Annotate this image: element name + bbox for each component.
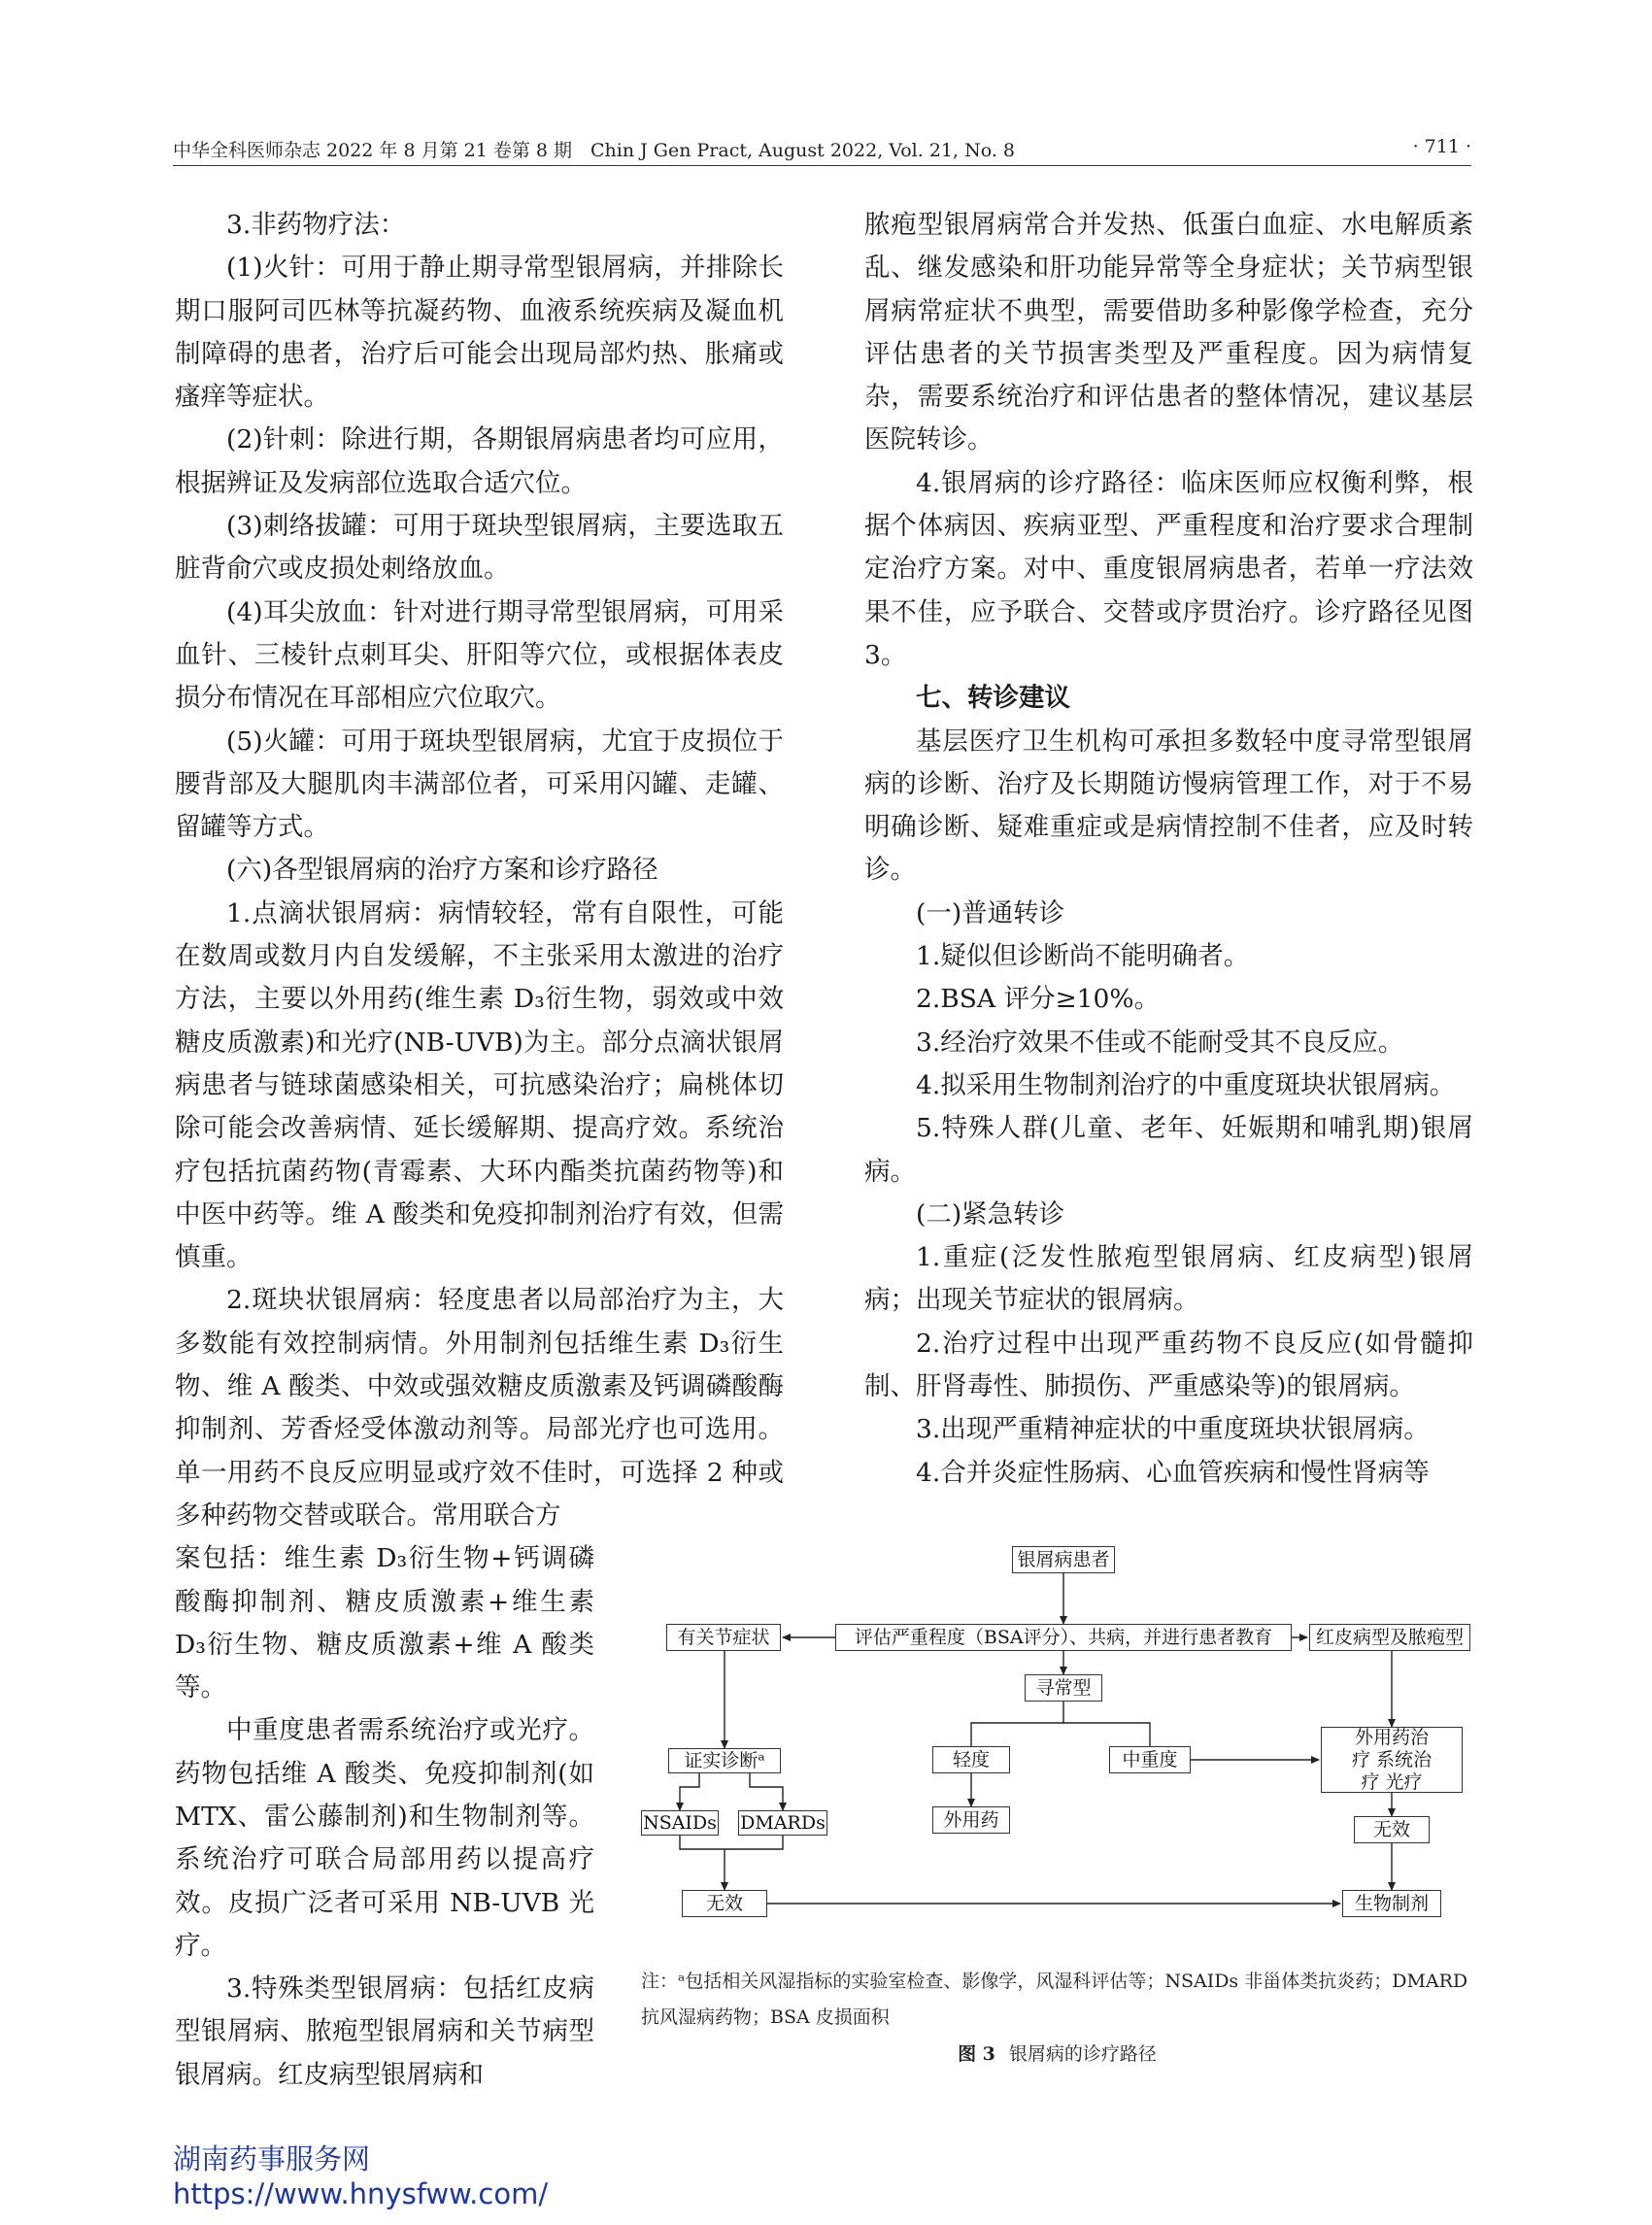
node-ineffective-right: 无效 [1354, 1816, 1430, 1843]
paragraph: 基层医疗卫生机构可承担多数轻中度寻常型银屑病的诊断、治疗及长期随访慢病管理工作，对于不易明确诊断、疑难重症或是病情控制不佳者，应及时转诊。 [864, 725, 1473, 886]
figure-label: 图 3 [958, 2043, 995, 2065]
node-combined-therapy: 外用药治疗 系统治疗 光疗 [1321, 1727, 1463, 1793]
list-item: 3.出现严重精神症状的中重度斑块状银屑病。 [916, 1414, 1430, 1445]
paragraph: (2)针刺：除进行期，各期银屑病患者均可应用，根据辨证及发病部位选取合适穴位。 [175, 424, 784, 498]
subsection-heading: (二)紧急转诊 [916, 1198, 1065, 1230]
node-topical: 外用药 [932, 1806, 1010, 1834]
connector-dmards [725, 1836, 783, 1849]
flowchart-figure [641, 1542, 1473, 2065]
node-joint-symptoms: 有关节症状 [666, 1624, 781, 1651]
node-vulgaris: 寻常型 [1025, 1674, 1102, 1702]
list-item: 4.拟采用生物制剂治疗的中重度斑块状银屑病。 [916, 1069, 1456, 1100]
arrow-vulgaris-mild [971, 1702, 1063, 1746]
node-confirm-diagnosis: 证实诊断ᵃ [668, 1748, 781, 1773]
node-erythrodermic-pustular: 红皮病型及脓疱型 [1309, 1624, 1470, 1651]
paragraph: (1)火针：可用于静止期寻常型银屑病，并排除长期口服阿司匹林等抗凝药物、血液系统疾病及凝血机制障碍的患者，治疗后可能会出现局部灼热、胀痛或瘙痒等症状。 [175, 253, 784, 413]
figure-caption [641, 2040, 1473, 2066]
watermark [173, 2141, 548, 2211]
paragraph: (4)耳尖放血：针对进行期寻常型银屑病，可用采血针、三棱针点刺耳尖、肝阳等穴位，或根据体表皮损分布情况在耳部相应穴位取穴。 [175, 596, 784, 714]
paragraph: 3.特殊类型银屑病：包括红皮病型银屑病、脓疱型银屑病和关节病型银屑病。红皮病型银屑病和 [175, 1973, 594, 2090]
watermark-name: 湖南药事服务网 [173, 2142, 371, 2175]
figure-note: 注：ᵃ包括相关风湿指标的实验室检查、影像学，风湿科评估等；NSAIDs 非甾体类抗炎药；DMARD 抗风湿病药物；BSA 皮损面积 [641, 1971, 1468, 2028]
node-assess: 评估严重程度（BSA评分）、共病，并进行患者教育 [835, 1624, 1292, 1651]
node-mild: 轻度 [932, 1746, 1010, 1773]
paragraph: 4.银屑病的诊疗路径：临床医师应权衡利弊，根据个体病因、疾病亚型、严重程度和治疗要求合理制定治疗方案。对中、重度银屑病患者，若单一疗法效果不佳，应予联合、交替或序贯治疗。诊疗路径见图 3。 [864, 467, 1473, 670]
subsection-heading: (六)各型银屑病的治疗方案和诊疗路径 [226, 855, 658, 886]
page-number: · 711 · [1412, 136, 1471, 157]
paragraph: (3)刺络拔罐：可用于斑块型银屑病，主要选取五脏背俞穴或皮损处刺络放血。 [175, 511, 784, 585]
list-item: 2.BSA 评分≥10%。 [916, 984, 1161, 1015]
right-column [864, 204, 1473, 1495]
paragraph-continued: 脓疱型银屑病常合并发热、低蛋白血症、水电解质紊乱、继发感染和肝功能异常等全身症状；关节病型银屑病常症状不典型，需要借助多种影像学检查，充分评估患者的关节损害类型及严重程度。因为病情复杂，需要系统治疗和评估患者的整体情况，建议基层医院转诊。 [864, 210, 1473, 455]
watermark-url[interactable]: https://www.hnysfww.com/ [173, 2177, 549, 2210]
list-item: 1.重症(泛发性脓疱型银屑病、红皮病型)银屑病；出现关节症状的银屑病。 [864, 1242, 1473, 1316]
header-rule [173, 165, 1471, 166]
paragraph: 中重度患者需系统治疗或光疗。药物包括维 A 酸类、免疫抑制剂(如 MTX、雷公藤制剂)和生物制剂等。系统治疗可联合局部用药以提高疗效。皮损广泛者可采用 NB-UVB 光疗。 [175, 1715, 594, 1961]
list-item: 5.特殊人群(儿童、老年、妊娠期和哺乳期)银屑病。 [864, 1113, 1473, 1187]
node-nsaids: NSAIDs [641, 1810, 719, 1836]
paragraph-continued: 案包括：维生素 D₃衍生物+钙调磷酸酶抑制剂、糖皮质激素+维生素 D₃衍生物、糖皮质激素+维 A 酸类等。 [175, 1543, 594, 1703]
node-biologics: 生物制剂 [1342, 1890, 1441, 1917]
arrow-confirm-nsaids [680, 1773, 699, 1810]
figure-title: 银屑病的诊疗路径 [1008, 2043, 1157, 2065]
paragraph: (5)火罐：可用于斑块型银屑病，尤宜于皮损位于腰背部及大腿肌肉丰满部位者，可采用闪罐、走罐、留罐等方式。 [175, 725, 784, 843]
node-patient: 银屑病患者 [1012, 1546, 1115, 1573]
connector-nsaids [680, 1836, 725, 1849]
section-heading: 七、转诊建议 [916, 683, 1070, 714]
subsection-heading: (一)普通转诊 [916, 897, 1065, 928]
arrow-confirm-dmards [750, 1773, 783, 1810]
arrow-vulgaris-modsev [1063, 1723, 1150, 1746]
list-item: 2.治疗过程中出现严重药物不良反应(如骨髓抑制、肝肾毒性、肺损伤、严重感染等)的银屑病。 [864, 1328, 1473, 1402]
list-item: 4.合并炎症性肠病、心血管疾病和慢性肾病等 [916, 1457, 1430, 1488]
paragraph: 3.非药物疗法： [226, 210, 406, 240]
journal-citation: 中华全科医师杂志 2022 年 8 月第 21 卷第 8 期 Chin J Gen Pract, August 2022, Vol. 21, No. 8 [173, 140, 1015, 161]
list-item: 1.疑似但诊断尚不能明确者。 [916, 941, 1250, 972]
paragraph: 1.点滴状银屑病：病情较轻，常有自限性，可能在数周或数月内自发缓解，不主张采用太激进的治疗方法，主要以外用药(维生素 D₃衍生物，弱效或中效糖皮质激素)和光疗(NB-UVB)为主。部分点滴状银屑病患者与链球菌感染相关，可抗感染治疗；扁桃体切除可能会改善病情、延长缓解期、提高疗效。系统治疗包括抗菌药物(青霉素、大环内酯类抗菌药物等)和中医中药等。维 A 酸类和免疫抑制剂治疗有效，但需慎重。 [175, 897, 784, 1273]
paragraph: 2.斑块状银屑病：轻度患者以局部治疗为主，大多数能有效控制病情。外用制剂包括维生素 D₃衍生物、维 A 酸类、中效或强效糖皮质激素及钙调磷酸酶抑制剂、芳香烃受体激动剂等。局部光疗也可选用。单一用药不良反应明显或疗效不佳时，可选择 2 种或多种药物交替或联合。常用联合方 [175, 1285, 784, 1531]
node-ineffective-left: 无效 [682, 1890, 767, 1917]
node-moderate-severe: 中重度 [1109, 1746, 1191, 1773]
list-item: 3.经治疗效果不佳或不能耐受其不良反应。 [916, 1027, 1404, 1058]
node-dmards: DMARDs [738, 1810, 827, 1836]
